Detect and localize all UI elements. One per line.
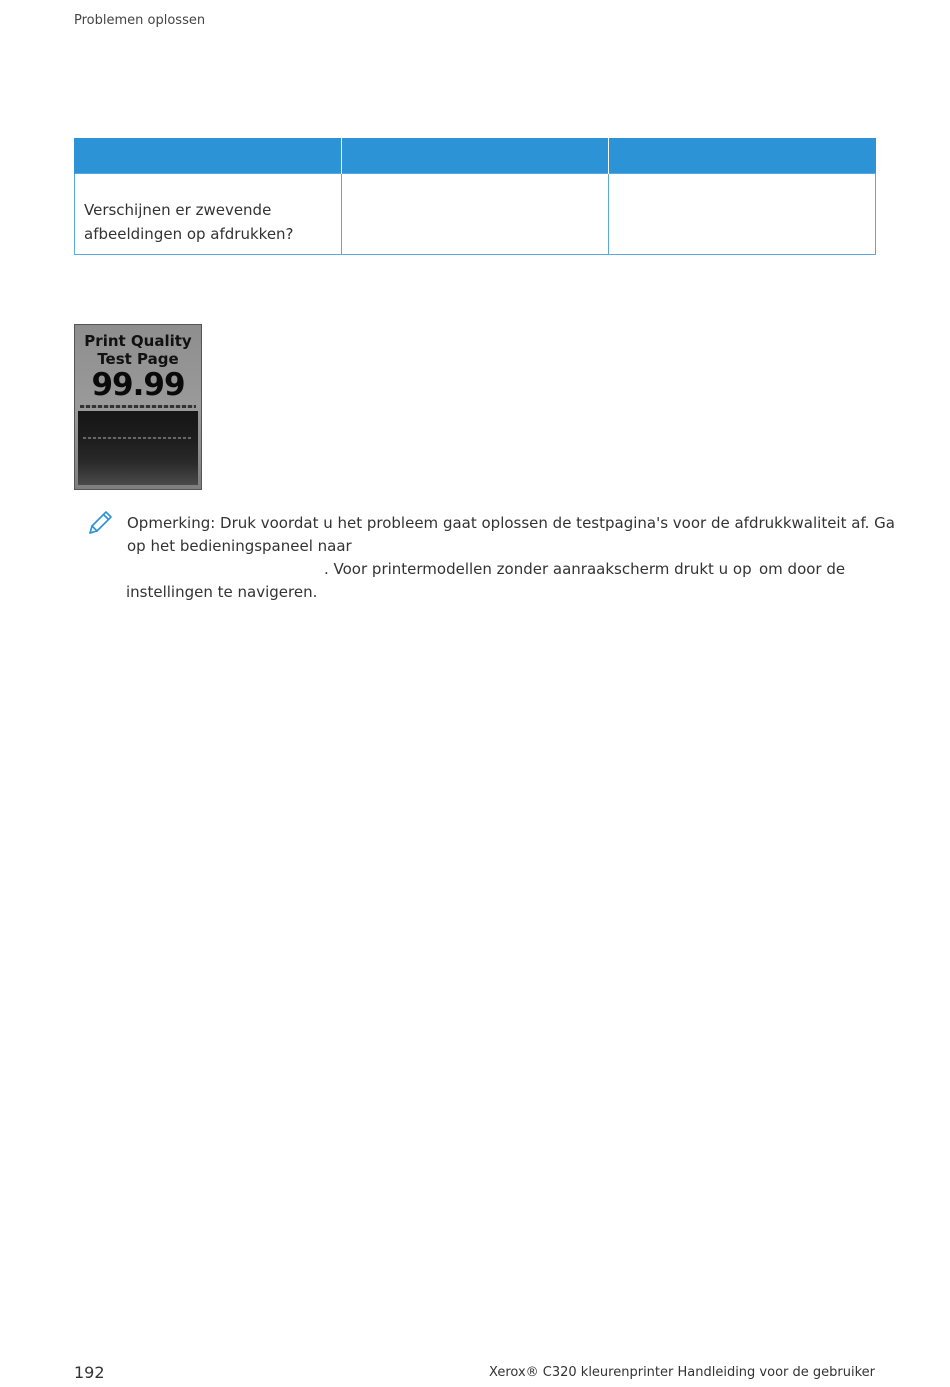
image-faint-text-line bbox=[83, 437, 191, 439]
document-title: Xerox® C320 kleurenprinter Handleiding voor de gebruiker bbox=[489, 1365, 875, 1380]
print-quality-sample-image bbox=[74, 324, 202, 490]
table-cell-question: Verschijnen er zwevende afbeeldingen op afdrukken? bbox=[75, 174, 342, 255]
table-cell bbox=[342, 174, 609, 255]
table-header-cell bbox=[75, 138, 342, 174]
table-row bbox=[75, 174, 876, 255]
note-line-1: Opmerking: Druk voordat u het probleem gaat oplossen de testpagina's voor de afdrukkwaliteit af. Ga bbox=[127, 514, 895, 532]
image-title-line2: Test Page bbox=[97, 350, 179, 368]
page-number: 192 bbox=[74, 1363, 105, 1382]
image-title-line1: Print Quality bbox=[84, 332, 192, 350]
note-line-2: op het bedieningspaneel naar bbox=[127, 537, 352, 555]
image-number: 99.99 bbox=[91, 367, 185, 403]
table-header-cell bbox=[342, 138, 609, 174]
table-header-row bbox=[75, 138, 876, 174]
table-cell bbox=[609, 174, 876, 255]
running-header: Problemen oplossen bbox=[74, 13, 206, 28]
image-dark-area bbox=[78, 411, 198, 485]
pencil-icon bbox=[86, 507, 116, 537]
note-line-3a: . Voor printermodellen zonder aanraakscherm drukt u op bbox=[324, 560, 752, 578]
note-paragraph bbox=[126, 512, 895, 604]
image-text-line bbox=[80, 405, 196, 408]
note-line-3b: om door de bbox=[759, 560, 846, 578]
note-line-4: instellingen te navigeren. bbox=[126, 583, 318, 601]
table-header-cell bbox=[609, 138, 876, 174]
troubleshooting-table bbox=[74, 138, 876, 255]
